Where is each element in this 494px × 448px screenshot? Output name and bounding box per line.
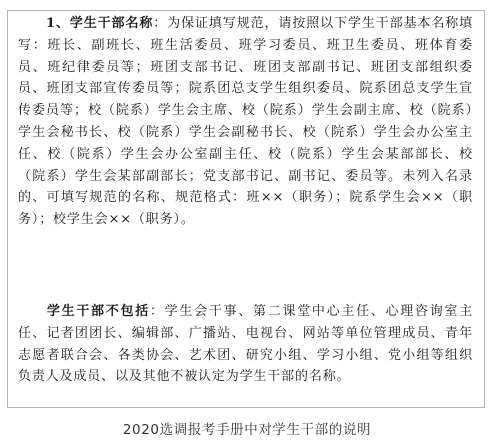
section-body-cadre-names: ：为保证填写规范，请按照以下学生干部基本名称填写：班长、副班长、班生活委员、班学习委员、班卫生委员、班体育委员、班纪律委员等；班团支部书记、班团支部副书记、班团支部组织委员、班团支部宣传委员等；院系团总支学生组织委员、院系团总支学生宣传委员等；校（院系）学生会主席、校（院系）学生会副主席、校（院系）学生会秘书长、校（院系）学生会副秘书长、校（院系）学生会办公室主任、校（院系）学生会办公室副主任、校（院系）学生会某部部长、校（院系）学生会某部副部长；党支部书记、副书记、委员等。未列入名录的、可填写规范的名称、规范格式：班××（职务）；院系学生会××（职务）；校学生会××（职务）。 — [18, 16, 473, 228]
document-frame — [7, 10, 485, 408]
section-cadre-names — [18, 13, 473, 231]
section-heading-cadre-names: 1、学生干部名称 — [46, 16, 154, 31]
image-caption: 2020选调报考手册中对学生干部的说明 — [122, 422, 372, 438]
section-heading-excluded: 学生干部不包括 — [46, 304, 150, 319]
section-body-excluded: ：学生会干事、第二课堂中心主任、心理咨询室主任、记者团团长、编辑部、广播站、电视台、网站等单位管理成员、青年志愿者联合会、各类协会、艺术团、研究小组、学习小组、党小组等组织负责人及成员、以及其他不被认定为学生干部的名称。 — [18, 304, 474, 385]
section-excluded-cadres — [18, 301, 473, 388]
